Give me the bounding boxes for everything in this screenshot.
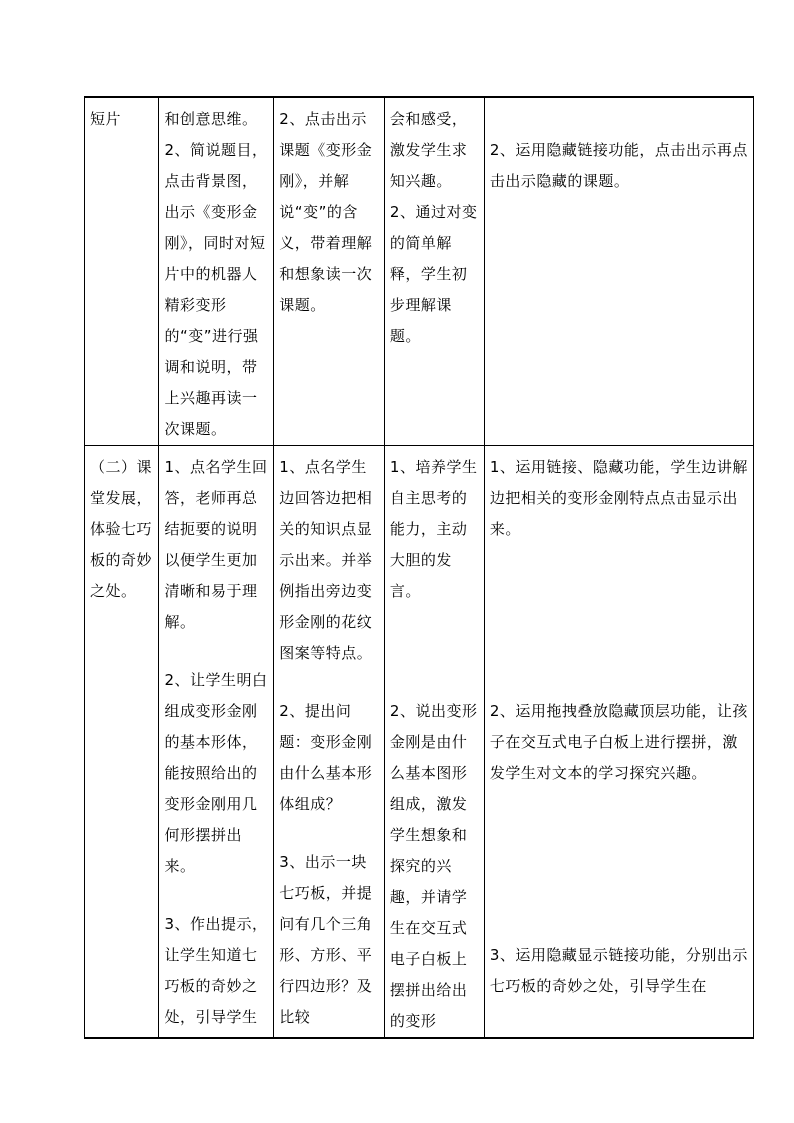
media-operation-cell: [274, 97, 385, 446]
teacher-activity-cell: [159, 446, 274, 1039]
design-intent-text: 1、培养学生自主思考的能力，主动大胆的发言。: [389, 458, 478, 600]
media-operation-text: 1、点名学生边回答边把相关的知识点显示出来。并举例指出旁边变形金刚的花纹图案等特点。: [279, 458, 373, 662]
teacher-activity-text: 1、点名学生回答，老师再总结扼要的说明以便学生更加清晰和易于理解。: [164, 458, 268, 631]
stage-text: 短片: [90, 110, 122, 128]
design-intent-text: 2、说出变形金刚是由什么基本图形组成，激发学生想象和探究的兴趣，并请学生在交互式电子白板上摆拼出给出的变形: [389, 702, 478, 1030]
teacher-activity-text: 2、简说题目，点击背景图，出示《变形金刚》，同时对短片中的机器人精彩变形的“变”进行强调和说明，带上兴趣再读一次课题。: [164, 141, 268, 438]
media-operation-text: 3、出示一块七巧板，并提问有几个三角形、方形、平行四边形？及比较: [279, 853, 373, 1026]
table-row: [85, 446, 754, 1039]
teacher-activity-text: 3、作出提示，让学生知道七巧板的奇妙之处，引导学生: [164, 915, 268, 1026]
whiteboard-function-text: 2、运用拖拽叠放隐藏顶层功能，让孩子在交互式电子白板上进行摆拼，激发学生对文本的学习探究兴趣。: [489, 702, 748, 782]
table-row: [85, 97, 754, 446]
design-intent-text: 会和感受，激发学生求知兴趣。: [389, 110, 468, 190]
media-operation-text: 2、点击出示课题《变形金刚》，并解说“变”的含义，带着理解和想象读一次课题。: [279, 110, 373, 314]
design-intent-cell: [384, 446, 484, 1039]
whiteboard-function-text: 1、运用链接、隐藏功能，学生边讲解边把相关的变形金刚特点点击显示出来。: [489, 458, 748, 538]
whiteboard-function-cell: [484, 97, 753, 446]
design-intent-text: 2、通过对变的简单解释，学生初步理解课题。: [389, 203, 478, 345]
media-operation-cell: [274, 446, 385, 1039]
teacher-activity-cell: [159, 97, 274, 446]
whiteboard-function-cell: [484, 446, 753, 1039]
design-intent-cell: [384, 97, 484, 446]
whiteboard-function-text: 3、运用隐藏显示链接功能，分别出示七巧板的奇妙之处，引导学生在: [489, 946, 748, 995]
whiteboard-function-text: 2、运用隐藏链接功能，点击出示再点击出示隐藏的课题。: [489, 141, 748, 190]
teacher-activity-text: 2、让学生明白组成变形金刚的基本形体，能按照给出的变形金刚用几何形摆拼出来。: [164, 671, 268, 875]
media-operation-text: 2、提出问题：变形金刚由什么基本形体组成？: [279, 702, 373, 813]
lesson-plan-table: [84, 96, 754, 1039]
stage-cell: [85, 446, 159, 1039]
stage-cell: [85, 97, 159, 446]
teacher-activity-text: 和创意思维。: [164, 110, 258, 128]
stage-text: （二）课堂发展，体验七巧板的奇妙之处。: [90, 458, 153, 600]
